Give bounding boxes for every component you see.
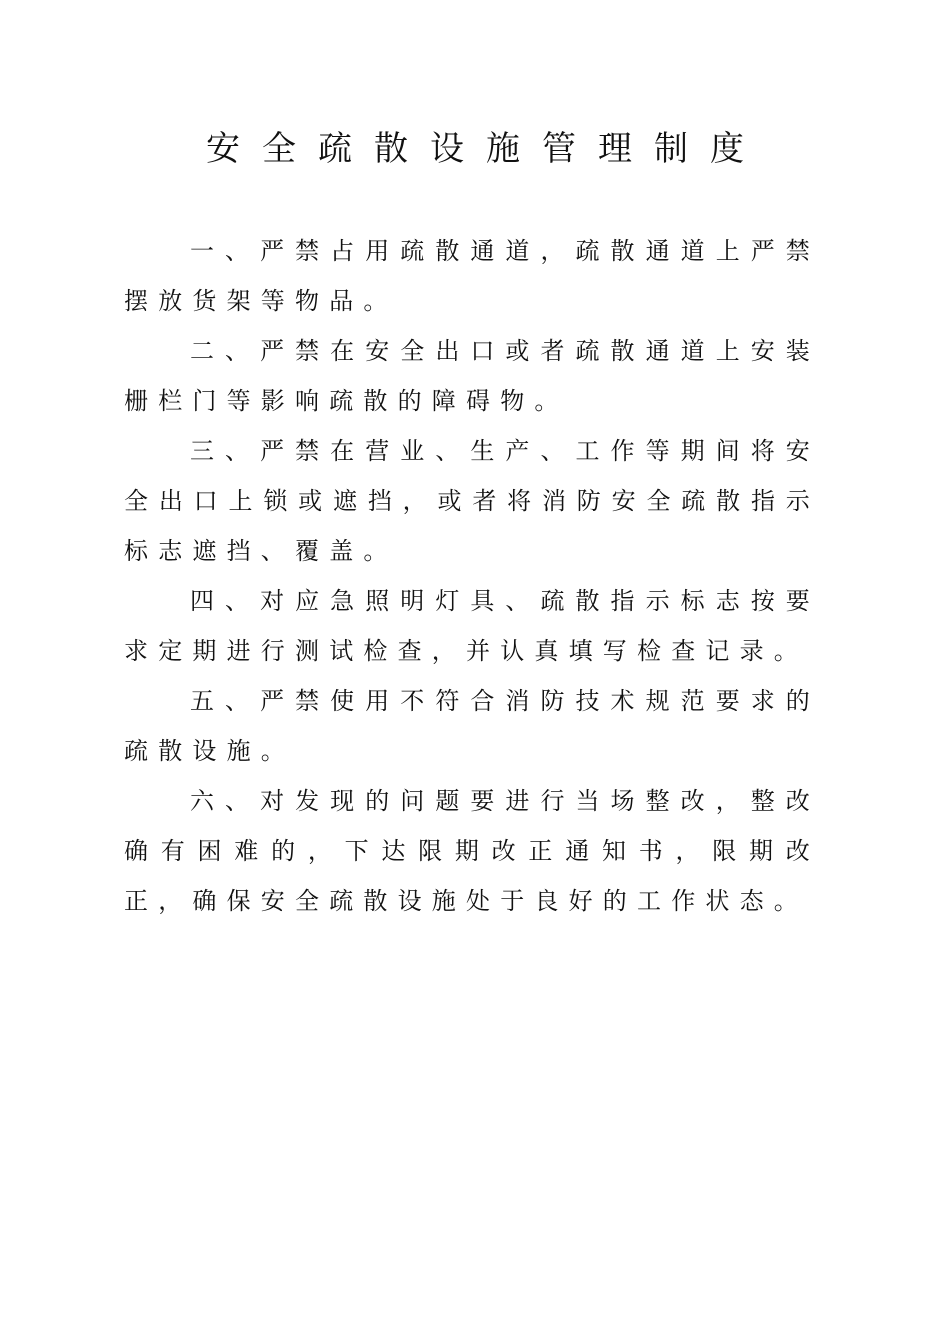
paragraph-2: 二、严禁在安全出口或者疏散通道上安装栅栏门等影响疏散的障碍物。 [124,337,820,415]
document-title: 安全疏散设施管理制度 [206,129,766,169]
paragraph-4: 四、对应急照明灯具、疏散指示标志按要求定期进行测试检查，并认真填写检查记录。 [124,587,820,665]
paragraph-5: 五、严禁使用不符合消防技术规范要求的疏散设施。 [124,687,820,765]
document-body [124,226,820,926]
paragraph-1: 一、严禁占用疏散通道，疏散通道上严禁摆放货架等物品。 [124,237,820,315]
paragraph-3: 三、严禁在营业、生产、工作等期间将安全出口上锁或遮挡，或者将消防安全疏散指示标志遮挡、覆盖。 [124,437,820,565]
paragraph-6: 六、对发现的问题要进行当场整改，整改确有困难的，下达限期改正通知书，限期改正，确保安全疏散设施处于良好的工作状态。 [124,787,820,915]
